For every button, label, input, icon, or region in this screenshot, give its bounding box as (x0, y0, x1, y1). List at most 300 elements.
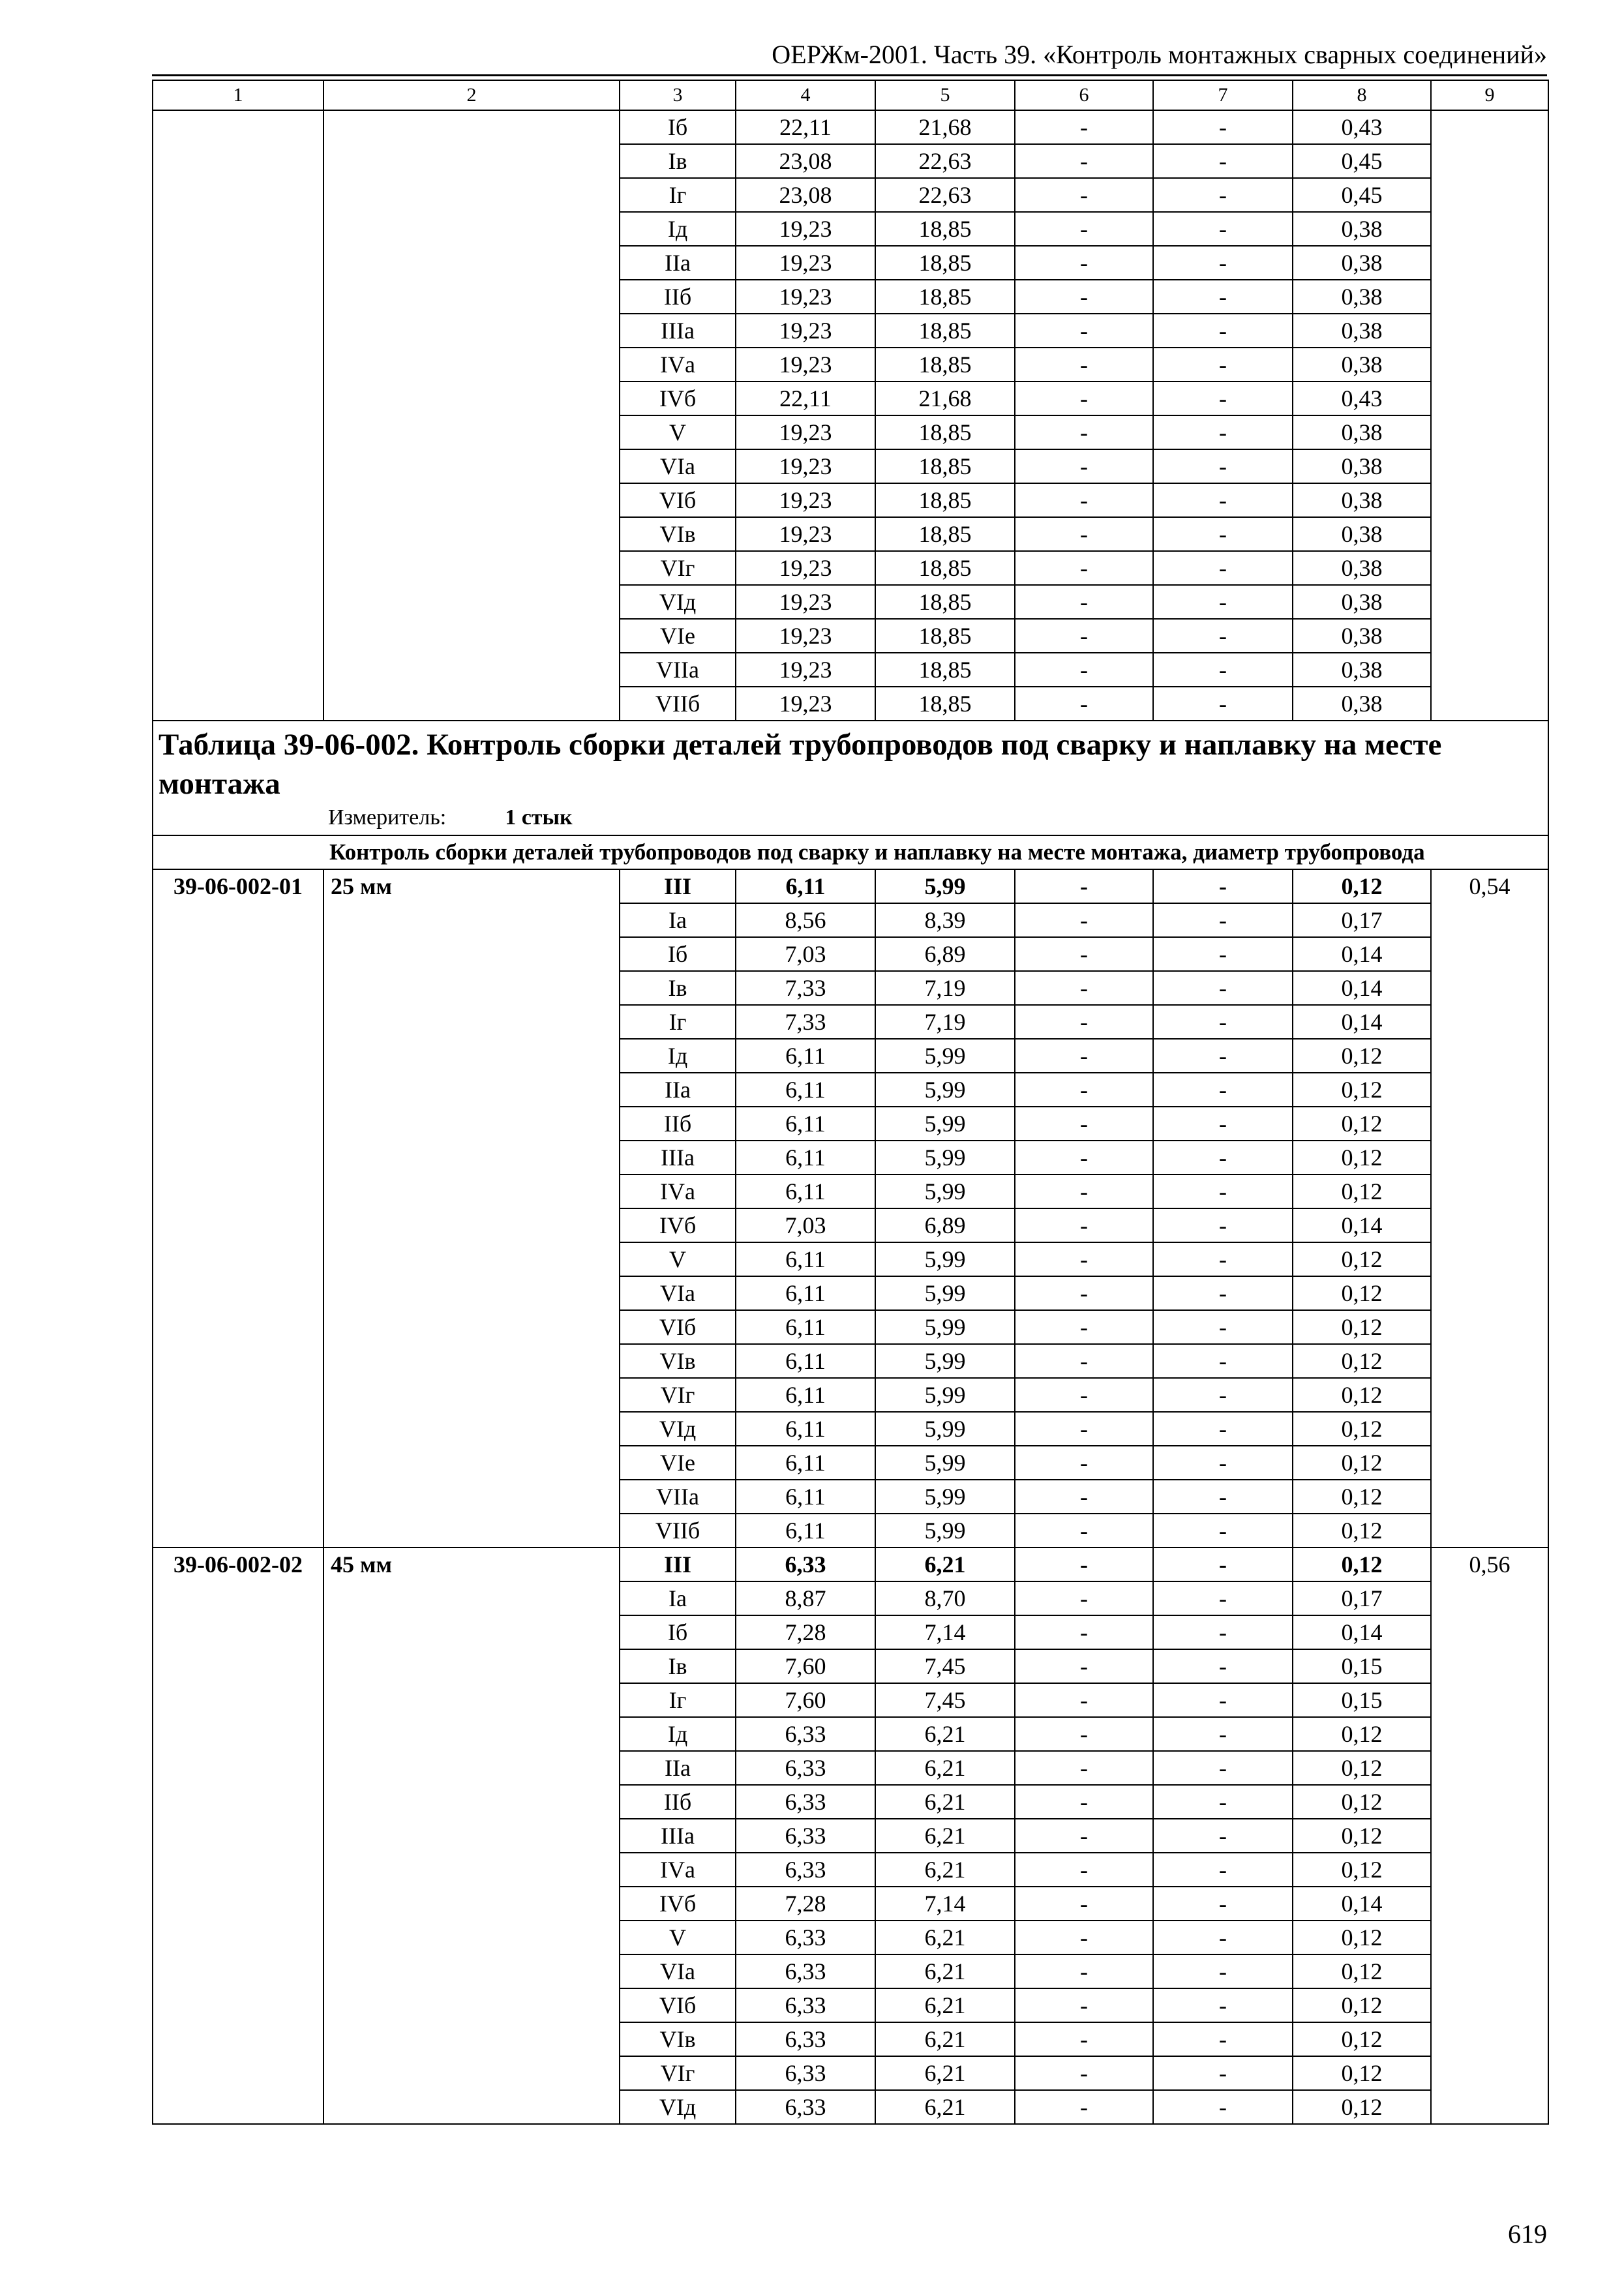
value-cell: - (1015, 1412, 1153, 1446)
value-cell: 6,21 (875, 2090, 1015, 2124)
value-cell: 0,14 (1293, 1208, 1431, 1242)
value-cell: - (1015, 246, 1153, 280)
value-cell: 0,12 (1293, 1819, 1431, 1853)
value-cell: - (1153, 1649, 1293, 1683)
class-cell: VIе (620, 619, 736, 653)
value-cell: 6,11 (736, 1276, 875, 1310)
class-cell: Iв (620, 971, 736, 1005)
value-cell: 0,14 (1293, 937, 1431, 971)
value-cell: 0,38 (1293, 517, 1431, 551)
value-cell: 6,21 (875, 1751, 1015, 1785)
value-cell: 22,11 (736, 110, 875, 144)
class-cell: VIг (620, 551, 736, 585)
value-cell: 6,33 (736, 1819, 875, 1853)
value-cell: - (1015, 1683, 1153, 1717)
value-cell: 6,21 (875, 1819, 1015, 1853)
value-cell: 0,12 (1293, 2090, 1431, 2124)
value-cell: 6,21 (875, 1717, 1015, 1751)
value-cell: 0,14 (1293, 971, 1431, 1005)
value-cell: - (1153, 1683, 1293, 1717)
value-cell: - (1153, 314, 1293, 348)
value-cell: 6,33 (736, 1853, 875, 1887)
value-cell: - (1015, 348, 1153, 382)
value-cell: - (1015, 585, 1153, 619)
column-number: 5 (875, 80, 1015, 110)
value-cell: - (1153, 415, 1293, 449)
value-cell: 0,12 (1293, 869, 1431, 903)
class-cell: VIIб (620, 687, 736, 721)
value-cell: 18,85 (875, 517, 1015, 551)
value-cell: 0,12 (1293, 1073, 1431, 1107)
column-number: 3 (620, 80, 736, 110)
value-cell: - (1153, 1276, 1293, 1310)
value-cell: 0,38 (1293, 415, 1431, 449)
value-cell: 6,21 (875, 2022, 1015, 2056)
class-cell: Iд (620, 1039, 736, 1073)
class-cell: IVб (620, 1208, 736, 1242)
value-cell: 0,38 (1293, 483, 1431, 517)
class-cell: VIв (620, 517, 736, 551)
value-cell: 0,12 (1293, 1412, 1431, 1446)
value-cell: - (1153, 1446, 1293, 1480)
value-cell: - (1015, 2056, 1153, 2090)
class-cell: Iд (620, 212, 736, 246)
class-cell: V (620, 1921, 736, 1954)
class-cell: VIIа (620, 653, 736, 687)
code-cell: 39-06-002-01 (153, 869, 323, 1548)
class-cell: VIа (620, 1276, 736, 1310)
value-cell: 0,12 (1293, 1717, 1431, 1751)
class-cell: VIб (620, 483, 736, 517)
value-cell: 0,12 (1293, 1276, 1431, 1310)
value-cell: - (1153, 449, 1293, 483)
value-cell: 6,11 (736, 1141, 875, 1174)
value-cell: 19,23 (736, 415, 875, 449)
value-cell: 5,99 (875, 1378, 1015, 1412)
value-cell: 0,38 (1293, 348, 1431, 382)
value-cell: - (1153, 1480, 1293, 1514)
class-cell: VIе (620, 1446, 736, 1480)
value-cell: - (1015, 1514, 1153, 1548)
running-header: ОЕРЖм-2001. Часть 39. «Контроль монтажных сварных соединений» (152, 37, 1547, 76)
value-cell: 23,08 (736, 144, 875, 178)
table-body (153, 80, 1548, 2124)
value-cell: 0,38 (1293, 653, 1431, 687)
value-cell: - (1015, 1141, 1153, 1174)
value-cell: 18,85 (875, 314, 1015, 348)
value-cell: - (1015, 937, 1153, 971)
value-cell: 6,21 (875, 1785, 1015, 1819)
value-cell: 0,43 (1293, 110, 1431, 144)
value-cell: 0,38 (1293, 246, 1431, 280)
class-cell: Iб (620, 110, 736, 144)
value-cell: 18,85 (875, 449, 1015, 483)
class-cell: IIб (620, 1107, 736, 1141)
value-cell: 5,99 (875, 1242, 1015, 1276)
value-cell: - (1153, 280, 1293, 314)
value-cell: - (1015, 1242, 1153, 1276)
value-cell: 7,19 (875, 971, 1015, 1005)
value-cell: 0,38 (1293, 212, 1431, 246)
value-cell: - (1015, 415, 1153, 449)
column-number: 1 (153, 80, 323, 110)
value-cell: 6,11 (736, 1107, 875, 1141)
value-cell: - (1153, 1514, 1293, 1548)
class-cell: IVа (620, 348, 736, 382)
class-cell: IIа (620, 246, 736, 280)
value-cell: - (1015, 1446, 1153, 1480)
value-cell: 19,23 (736, 348, 875, 382)
value-cell: 0,17 (1293, 903, 1431, 937)
value-cell: - (1153, 1141, 1293, 1174)
value-cell: 6,21 (875, 1853, 1015, 1887)
class-cell: IVб (620, 1887, 736, 1921)
value-cell: - (1153, 110, 1293, 144)
table-row (153, 869, 1548, 903)
value-cell: 0,12 (1293, 1039, 1431, 1073)
value-cell: 0,12 (1293, 1921, 1431, 1954)
value-cell: - (1015, 1615, 1153, 1649)
value-cell: 5,99 (875, 1412, 1015, 1446)
value-cell: 0,45 (1293, 178, 1431, 212)
value-cell: - (1153, 517, 1293, 551)
value-cell: 0,12 (1293, 1785, 1431, 1819)
value-cell: 5,99 (875, 1446, 1015, 1480)
value-cell: 6,33 (736, 1548, 875, 1581)
value-cell: - (1015, 1649, 1153, 1683)
value-cell: 5,99 (875, 1039, 1015, 1073)
value-cell: 19,23 (736, 551, 875, 585)
value-cell: - (1015, 687, 1153, 721)
value-cell: - (1015, 619, 1153, 653)
value-cell: 5,99 (875, 1107, 1015, 1141)
class-cell: Iд (620, 1717, 736, 1751)
section-title-row (153, 721, 1548, 835)
value-cell: - (1153, 585, 1293, 619)
value-cell: 0,12 (1293, 1954, 1431, 1988)
name-cell: 25 мм (323, 869, 620, 1548)
value-cell: 6,33 (736, 1785, 875, 1819)
value-cell: 7,19 (875, 1005, 1015, 1039)
class-cell: Iв (620, 1649, 736, 1683)
class-cell: IIIа (620, 314, 736, 348)
class-cell: VIб (620, 1310, 736, 1344)
value-cell: - (1153, 1581, 1293, 1615)
value-cell: - (1015, 110, 1153, 144)
class-cell: VIа (620, 1954, 736, 1988)
value-cell: - (1015, 449, 1153, 483)
value-cell: 0,12 (1293, 1853, 1431, 1887)
value-cell: - (1015, 1988, 1153, 2022)
value-cell: - (1153, 1344, 1293, 1378)
name-cell (323, 110, 620, 721)
value-cell: 6,11 (736, 1412, 875, 1446)
value-cell: 0,14 (1293, 1615, 1431, 1649)
value-cell: 6,33 (736, 1988, 875, 2022)
value-cell: 6,33 (736, 1751, 875, 1785)
value-cell: 0,38 (1293, 314, 1431, 348)
value-cell: 19,23 (736, 585, 875, 619)
value-cell: - (1153, 619, 1293, 653)
column-number: 6 (1015, 80, 1153, 110)
value-cell: - (1015, 1819, 1153, 1853)
value-cell: 19,23 (736, 246, 875, 280)
total-cell: 0,54 (1431, 869, 1548, 1548)
value-cell: 6,11 (736, 1242, 875, 1276)
value-cell: - (1153, 903, 1293, 937)
value-cell: 7,14 (875, 1887, 1015, 1921)
value-cell: - (1015, 1039, 1153, 1073)
value-cell: - (1153, 2090, 1293, 2124)
section-title-text: Таблица 39-06-002. Контроль сборки деталей трубопроводов под сварку и наплавку на месте монтажа (158, 728, 1442, 801)
class-cell: III (620, 1548, 736, 1581)
value-cell: - (1015, 1208, 1153, 1242)
value-cell: 19,23 (736, 687, 875, 721)
meter-line (158, 803, 1542, 832)
value-cell: - (1153, 246, 1293, 280)
value-cell: - (1153, 1378, 1293, 1412)
value-cell: - (1015, 1785, 1153, 1819)
value-cell: 18,85 (875, 348, 1015, 382)
value-cell: 18,85 (875, 585, 1015, 619)
value-cell: - (1153, 1819, 1293, 1853)
value-cell: 0,12 (1293, 1174, 1431, 1208)
value-cell: 8,70 (875, 1581, 1015, 1615)
meter-label: Измеритель: (328, 805, 447, 830)
value-cell: 7,03 (736, 937, 875, 971)
value-cell: - (1153, 687, 1293, 721)
value-cell: - (1153, 1785, 1293, 1819)
value-cell: - (1153, 1853, 1293, 1887)
value-cell: 19,23 (736, 483, 875, 517)
value-cell: 22,63 (875, 144, 1015, 178)
column-number: 8 (1293, 80, 1431, 110)
value-cell: 0,12 (1293, 1310, 1431, 1344)
value-cell: 7,28 (736, 1887, 875, 1921)
value-cell: 0,38 (1293, 619, 1431, 653)
value-cell: - (1015, 653, 1153, 687)
value-cell: - (1015, 551, 1153, 585)
value-cell: - (1153, 178, 1293, 212)
value-cell: 5,99 (875, 1344, 1015, 1378)
value-cell: - (1153, 1717, 1293, 1751)
value-cell: 19,23 (736, 517, 875, 551)
value-cell: 18,85 (875, 212, 1015, 246)
value-cell: - (1153, 551, 1293, 585)
value-cell: 5,99 (875, 1480, 1015, 1514)
class-cell: IIIа (620, 1141, 736, 1174)
value-cell: 0,12 (1293, 1141, 1431, 1174)
value-cell: - (1015, 178, 1153, 212)
value-cell: 21,68 (875, 110, 1015, 144)
class-cell: Iа (620, 1581, 736, 1615)
value-cell: 18,85 (875, 551, 1015, 585)
total-cell (1431, 110, 1548, 721)
value-cell: 0,12 (1293, 1480, 1431, 1514)
value-cell: - (1015, 314, 1153, 348)
value-cell: 7,03 (736, 1208, 875, 1242)
class-cell: VIд (620, 2090, 736, 2124)
value-cell: 6,21 (875, 1921, 1015, 1954)
value-cell: - (1015, 1107, 1153, 1141)
value-cell: - (1153, 1310, 1293, 1344)
table-row (153, 1548, 1548, 1581)
value-cell: - (1015, 1581, 1153, 1615)
value-cell: 8,56 (736, 903, 875, 937)
value-cell: 18,85 (875, 246, 1015, 280)
column-number: 7 (1153, 80, 1293, 110)
value-cell: 5,99 (875, 1514, 1015, 1548)
class-cell: V (620, 1242, 736, 1276)
value-cell: - (1015, 212, 1153, 246)
value-cell: 0,38 (1293, 687, 1431, 721)
value-cell: 0,17 (1293, 1581, 1431, 1615)
class-cell: Iа (620, 903, 736, 937)
value-cell: - (1153, 483, 1293, 517)
value-cell: - (1153, 212, 1293, 246)
value-cell: 0,12 (1293, 1751, 1431, 1785)
value-cell: 18,85 (875, 687, 1015, 721)
value-cell: 7,28 (736, 1615, 875, 1649)
class-cell: VIд (620, 1412, 736, 1446)
value-cell: - (1153, 1039, 1293, 1073)
value-cell: - (1015, 1310, 1153, 1344)
class-cell: Iг (620, 1683, 736, 1717)
value-cell: 6,33 (736, 1921, 875, 1954)
column-number: 9 (1431, 80, 1548, 110)
value-cell: 22,63 (875, 178, 1015, 212)
value-cell: 18,85 (875, 483, 1015, 517)
value-cell: 6,11 (736, 1514, 875, 1548)
price-table (152, 80, 1549, 2125)
value-cell: - (1015, 1717, 1153, 1751)
value-cell: 6,11 (736, 1174, 875, 1208)
meter-value: 1 стык (505, 805, 573, 830)
value-cell: 18,85 (875, 619, 1015, 653)
value-cell: 7,60 (736, 1683, 875, 1717)
value-cell: 0,38 (1293, 449, 1431, 483)
value-cell: - (1153, 1412, 1293, 1446)
value-cell: - (1153, 1751, 1293, 1785)
value-cell: 0,45 (1293, 144, 1431, 178)
value-cell: 6,89 (875, 937, 1015, 971)
value-cell: 19,23 (736, 314, 875, 348)
value-cell: 18,85 (875, 415, 1015, 449)
value-cell: - (1015, 1480, 1153, 1514)
value-cell: 19,23 (736, 653, 875, 687)
class-cell: IIIа (620, 1819, 736, 1853)
class-cell: VIг (620, 2056, 736, 2090)
class-cell: IIа (620, 1751, 736, 1785)
value-cell: 0,12 (1293, 2022, 1431, 2056)
value-cell: - (1015, 1954, 1153, 1988)
class-cell: VIв (620, 2022, 736, 2056)
value-cell: - (1015, 971, 1153, 1005)
value-cell: - (1015, 1005, 1153, 1039)
subsection-title: Контроль сборки деталей трубопроводов под сварку и наплавку на месте монтажа, диаметр трубопровода (153, 835, 1548, 869)
total-cell: 0,56 (1431, 1548, 1548, 2124)
value-cell: 6,33 (736, 1954, 875, 1988)
value-cell: - (1153, 653, 1293, 687)
value-cell: 6,11 (736, 1344, 875, 1378)
value-cell: 5,99 (875, 1174, 1015, 1208)
column-number: 4 (736, 80, 875, 110)
page-number: 619 (1508, 2219, 1547, 2249)
value-cell: 0,38 (1293, 280, 1431, 314)
value-cell: - (1015, 1751, 1153, 1785)
value-cell: 0,38 (1293, 585, 1431, 619)
value-cell: 6,11 (736, 1073, 875, 1107)
value-cell: 0,14 (1293, 1005, 1431, 1039)
value-cell: 0,15 (1293, 1683, 1431, 1717)
value-cell: 0,38 (1293, 551, 1431, 585)
value-cell: - (1153, 1954, 1293, 1988)
value-cell: - (1153, 1921, 1293, 1954)
value-cell: - (1015, 903, 1153, 937)
column-number-row (153, 80, 1548, 110)
value-cell: - (1153, 2056, 1293, 2090)
value-cell: - (1015, 869, 1153, 903)
class-cell: V (620, 415, 736, 449)
value-cell: - (1015, 1853, 1153, 1887)
name-cell: 45 мм (323, 1548, 620, 2124)
value-cell: 8,39 (875, 903, 1015, 937)
class-cell: Iб (620, 937, 736, 971)
value-cell: 6,21 (875, 1548, 1015, 1581)
value-cell: - (1153, 348, 1293, 382)
value-cell: 0,12 (1293, 1548, 1431, 1581)
value-cell: 0,14 (1293, 1887, 1431, 1921)
class-cell: VIд (620, 585, 736, 619)
value-cell: - (1015, 483, 1153, 517)
value-cell: 6,11 (736, 1378, 875, 1412)
value-cell: 7,60 (736, 1649, 875, 1683)
value-cell: - (1015, 144, 1153, 178)
class-cell: Iг (620, 1005, 736, 1039)
value-cell: 18,85 (875, 653, 1015, 687)
value-cell: 6,11 (736, 1310, 875, 1344)
value-cell: - (1153, 1615, 1293, 1649)
class-cell: VIIа (620, 1480, 736, 1514)
value-cell: - (1153, 1174, 1293, 1208)
value-cell: - (1153, 2022, 1293, 2056)
column-number: 2 (323, 80, 620, 110)
class-cell: IIб (620, 280, 736, 314)
value-cell: 0,12 (1293, 1514, 1431, 1548)
value-cell: 0,12 (1293, 1344, 1431, 1378)
class-cell: VIIб (620, 1514, 736, 1548)
value-cell: 6,11 (736, 1480, 875, 1514)
class-cell: VIа (620, 449, 736, 483)
value-cell: 6,11 (736, 1039, 875, 1073)
value-cell: - (1153, 971, 1293, 1005)
value-cell: 6,33 (736, 2056, 875, 2090)
value-cell: 7,14 (875, 1615, 1015, 1649)
class-cell: Iб (620, 1615, 736, 1649)
value-cell: 0,12 (1293, 1988, 1431, 2022)
class-cell: Iг (620, 178, 736, 212)
value-cell: - (1153, 144, 1293, 178)
section-title (153, 721, 1548, 835)
value-cell: 6,21 (875, 2056, 1015, 2090)
value-cell: - (1153, 1988, 1293, 2022)
value-cell: 5,99 (875, 1276, 1015, 1310)
value-cell: 6,21 (875, 1988, 1015, 2022)
class-cell: IVб (620, 382, 736, 415)
value-cell: 0,15 (1293, 1649, 1431, 1683)
value-cell: - (1015, 1276, 1153, 1310)
value-cell: - (1015, 1073, 1153, 1107)
